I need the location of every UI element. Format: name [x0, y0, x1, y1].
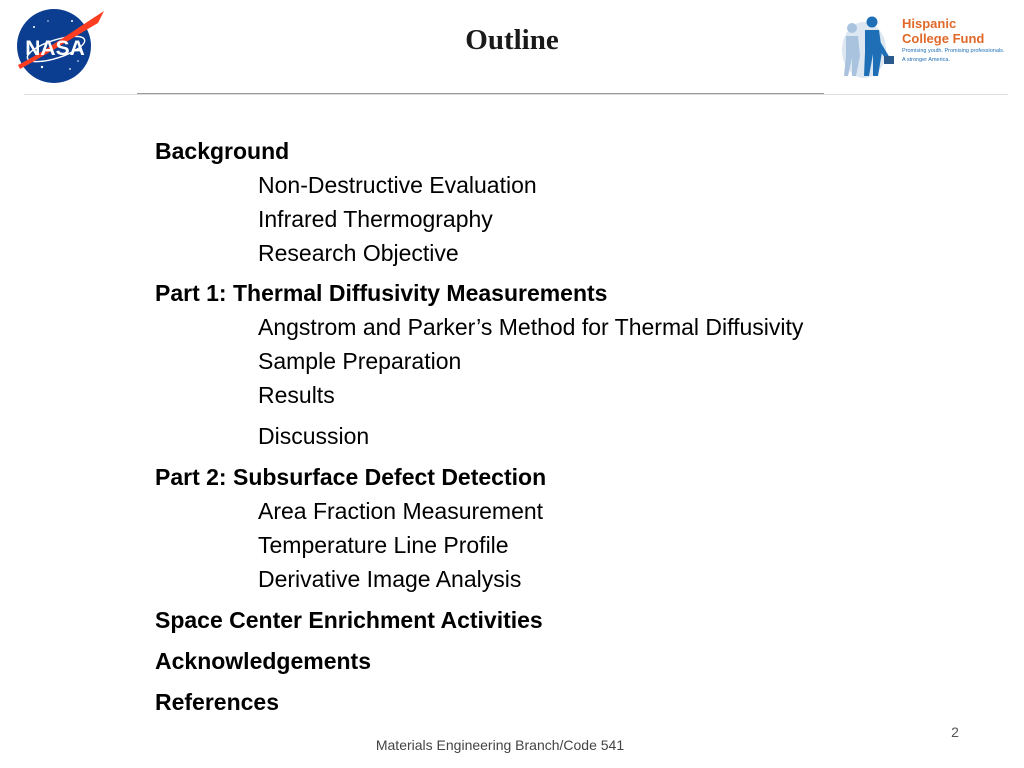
- page-number: 2: [951, 724, 959, 740]
- header-divider: [24, 94, 1008, 95]
- section-enrichment: Space Center Enrichment Activities: [155, 607, 543, 633]
- outline-list: [155, 134, 995, 719]
- list-item: Derivative Image Analysis: [258, 566, 522, 592]
- list-item: Angstrom and Parker’s Method for Thermal Diffusivity: [258, 314, 804, 340]
- hcf-name-line1: Hispanic: [902, 16, 957, 31]
- slide-title: Outline: [465, 24, 559, 56]
- section-background: Background: [155, 138, 290, 164]
- hcf-figures-icon: [838, 12, 902, 80]
- list-item: Temperature Line Profile: [258, 532, 509, 558]
- list-item: Sample Preparation: [258, 348, 462, 374]
- section-acknowledgements: Acknowledgements: [155, 648, 371, 674]
- section-part2: Part 2: Subsurface Defect Detection: [155, 464, 547, 490]
- hcf-text: [902, 16, 1004, 64]
- list-item: Discussion: [258, 423, 370, 449]
- hcf-tagline-line1: Promising youth. Promising professionals.: [902, 48, 1005, 54]
- list-item: Area Fraction Measurement: [258, 498, 544, 524]
- list-item: Results: [258, 382, 335, 408]
- hcf-tagline-line2: A stronger America.: [902, 57, 950, 63]
- list-item: Non-Destructive Evaluation: [258, 172, 537, 198]
- nasa-logo-text: NASA: [25, 37, 85, 60]
- hcf-name-line2: College Fund: [902, 31, 985, 46]
- section-part1: Part 1: Thermal Diffusivity Measurements: [155, 280, 608, 306]
- section-references: References: [155, 689, 280, 715]
- list-item: Research Objective: [258, 240, 459, 266]
- list-item: Infrared Thermography: [258, 206, 493, 232]
- footer-text: Materials Engineering Branch/Code 541: [375, 737, 625, 753]
- header-divider-accent: [137, 93, 824, 94]
- hcf-logo: [838, 12, 1018, 84]
